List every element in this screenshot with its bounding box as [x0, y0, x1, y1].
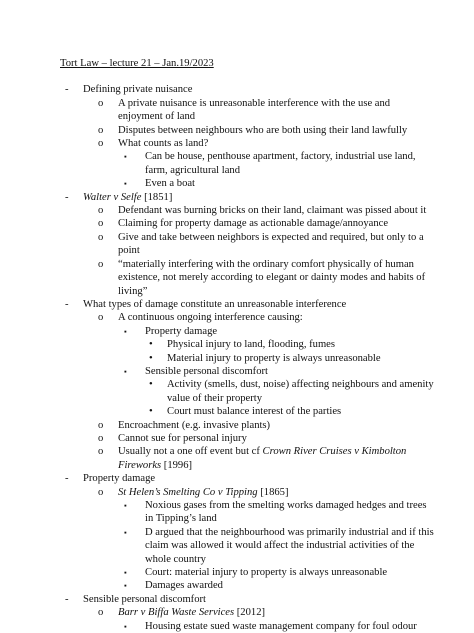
bullet-marker: -: [65, 473, 69, 485]
item-text: Property damage: [83, 473, 156, 485]
bullet-marker: -: [65, 593, 69, 605]
item-text: Physical injury to land, flooding, fumes: [167, 339, 336, 351]
item-text: [1996]: [161, 459, 193, 471]
item-text: Damages awarded: [145, 580, 223, 592]
bullet-marker: o: [98, 432, 104, 444]
outline-item-level-1: [60, 593, 434, 606]
item-text: Give and take between neighbors is expected and required, but only to a point: [118, 231, 424, 257]
outline-item-level-4: [60, 405, 434, 418]
bullet-marker: ▪: [124, 581, 127, 591]
outline-item-level-3: [60, 325, 434, 338]
outline-item-level-3: [60, 150, 434, 177]
bullet-marker: o: [98, 446, 104, 458]
outline-item-level-1: [60, 191, 434, 204]
case-name: Walter v Selfe: [83, 191, 142, 203]
outline-item-level-2: [60, 486, 434, 499]
item-text: [1865]: [257, 486, 289, 498]
bullet-marker: •: [149, 339, 153, 351]
outline-item-level-3: [60, 499, 434, 526]
outline-item-level-2: [60, 204, 434, 217]
outline-item-level-1: [60, 83, 434, 96]
outline-item-level-3: [60, 566, 434, 579]
item-text: What counts as land?: [118, 138, 209, 150]
notes-outline: [60, 83, 434, 633]
case-name: Barr v Biffa Waste Services: [118, 607, 235, 619]
item-text: [1851]: [141, 191, 173, 203]
bullet-marker: o: [98, 607, 104, 619]
item-text: Usually not a one off event but cf: [118, 446, 263, 458]
bullet-marker: o: [98, 231, 104, 243]
outline-item-level-4: [60, 338, 434, 351]
item-text: Noxious gases from the smelting works damaged hedges and trees in Tipping’s land: [145, 500, 427, 525]
outline-item-level-3: [60, 526, 434, 566]
bullet-marker: o: [98, 218, 104, 230]
item-text: Defining private nuisance: [83, 84, 193, 96]
item-text: Sensible personal discomfort: [145, 365, 268, 377]
bullet-marker: o: [98, 258, 104, 270]
item-text: Claiming for property damage as actionable damage/annoyance: [118, 218, 389, 230]
item-text: Disputes between neighbours who are both using their land lawfully: [118, 124, 408, 136]
item-text: Cannot sue for personal injury: [118, 432, 247, 444]
outline-item-level-3: [60, 620, 434, 633]
bullet-marker: o: [98, 205, 104, 217]
item-text: Housing estate sued waste management company for foul odour: [145, 620, 417, 632]
bullet-marker: •: [149, 406, 153, 418]
bullet-marker: o: [98, 419, 104, 431]
bullet-marker: ▪: [124, 568, 127, 578]
bullet-marker: o: [98, 486, 104, 498]
bullet-marker: o: [98, 97, 104, 109]
bullet-marker: ▪: [124, 152, 127, 162]
item-text: Activity (smells, dust, noise) affecting neighbours and amenity value of their property: [167, 379, 434, 404]
bullet-marker: •: [149, 352, 153, 364]
outline-item-level-1: [60, 298, 434, 311]
outline-item-level-2: [60, 311, 434, 324]
item-text: Encroachment (e.g. invasive plants): [118, 419, 271, 431]
item-text: A private nuisance is unreasonable interference with the use and enjoyment of land: [118, 97, 391, 123]
outline-item-level-2: [60, 217, 434, 230]
item-text: Defendant was burning bricks on their land, claimant was pissed about it: [118, 205, 427, 217]
bullet-marker: •: [149, 379, 153, 391]
item-text: Material injury to property is always unreasonable: [167, 352, 381, 364]
document-title: Tort Law – lecture 21 – Jan.19/2023: [60, 58, 214, 69]
outline-item-level-1: [60, 472, 434, 485]
item-text: Court must balance interest of the parties: [167, 406, 342, 418]
case-name: Crown River Cruises v Kimbolton Fireworks: [118, 446, 407, 471]
outline-item-level-2: [60, 231, 434, 258]
bullet-marker: ▪: [124, 179, 127, 189]
outline-item-level-4: [60, 352, 434, 365]
outline-item-level-2: [60, 97, 434, 124]
item-text: What types of damage constitute an unreasonable interference: [83, 298, 347, 310]
case-name: St Helen’s Smelting Co v Tipping: [118, 486, 258, 498]
bullet-marker: -: [65, 298, 69, 310]
item-text: Even a boat: [145, 178, 196, 190]
bullet-marker: ▪: [124, 621, 127, 631]
bullet-marker: o: [98, 124, 104, 136]
bullet-marker: o: [98, 138, 104, 150]
item-text: D argued that the neighbourhood was primarily industrial and if this claim was allowed it would affect the industrial activities of the whole country: [145, 526, 434, 565]
item-text: Property damage: [145, 325, 218, 337]
bullet-marker: ▪: [124, 527, 127, 537]
bullet-marker: -: [65, 84, 69, 96]
item-text: Can be house, penthouse apartment, factory, industrial use land, farm, agricultural land: [145, 151, 416, 176]
bullet-marker: -: [65, 191, 69, 203]
item-text: Court: material injury to property is always unreasonable: [145, 567, 388, 579]
outline-item-level-3: [60, 177, 434, 190]
item-text: “materially interfering with the ordinary comfort physically of human existence, not merely according to elegant or dainty modes and habits of living”: [118, 258, 426, 297]
outline-item-level-2: [60, 419, 434, 432]
outline-item-level-2: [60, 124, 434, 137]
bullet-marker: ▪: [124, 326, 127, 336]
outline-item-level-2: [60, 137, 434, 150]
outline-item-level-3: [60, 579, 434, 592]
outline-item-level-4: [60, 378, 434, 405]
item-text: A continuous ongoing interference causing:: [118, 312, 303, 324]
bullet-marker: o: [98, 312, 104, 324]
bullet-marker: ▪: [124, 366, 127, 376]
outline-item-level-2: [60, 432, 434, 445]
bullet-marker: ▪: [124, 501, 127, 510]
outline-item-level-3: [60, 365, 434, 378]
item-text: [2012]: [234, 607, 266, 619]
outline-item-level-2: [60, 445, 434, 472]
outline-item-level-2: [60, 258, 434, 298]
item-text: Sensible personal discomfort: [83, 593, 206, 605]
